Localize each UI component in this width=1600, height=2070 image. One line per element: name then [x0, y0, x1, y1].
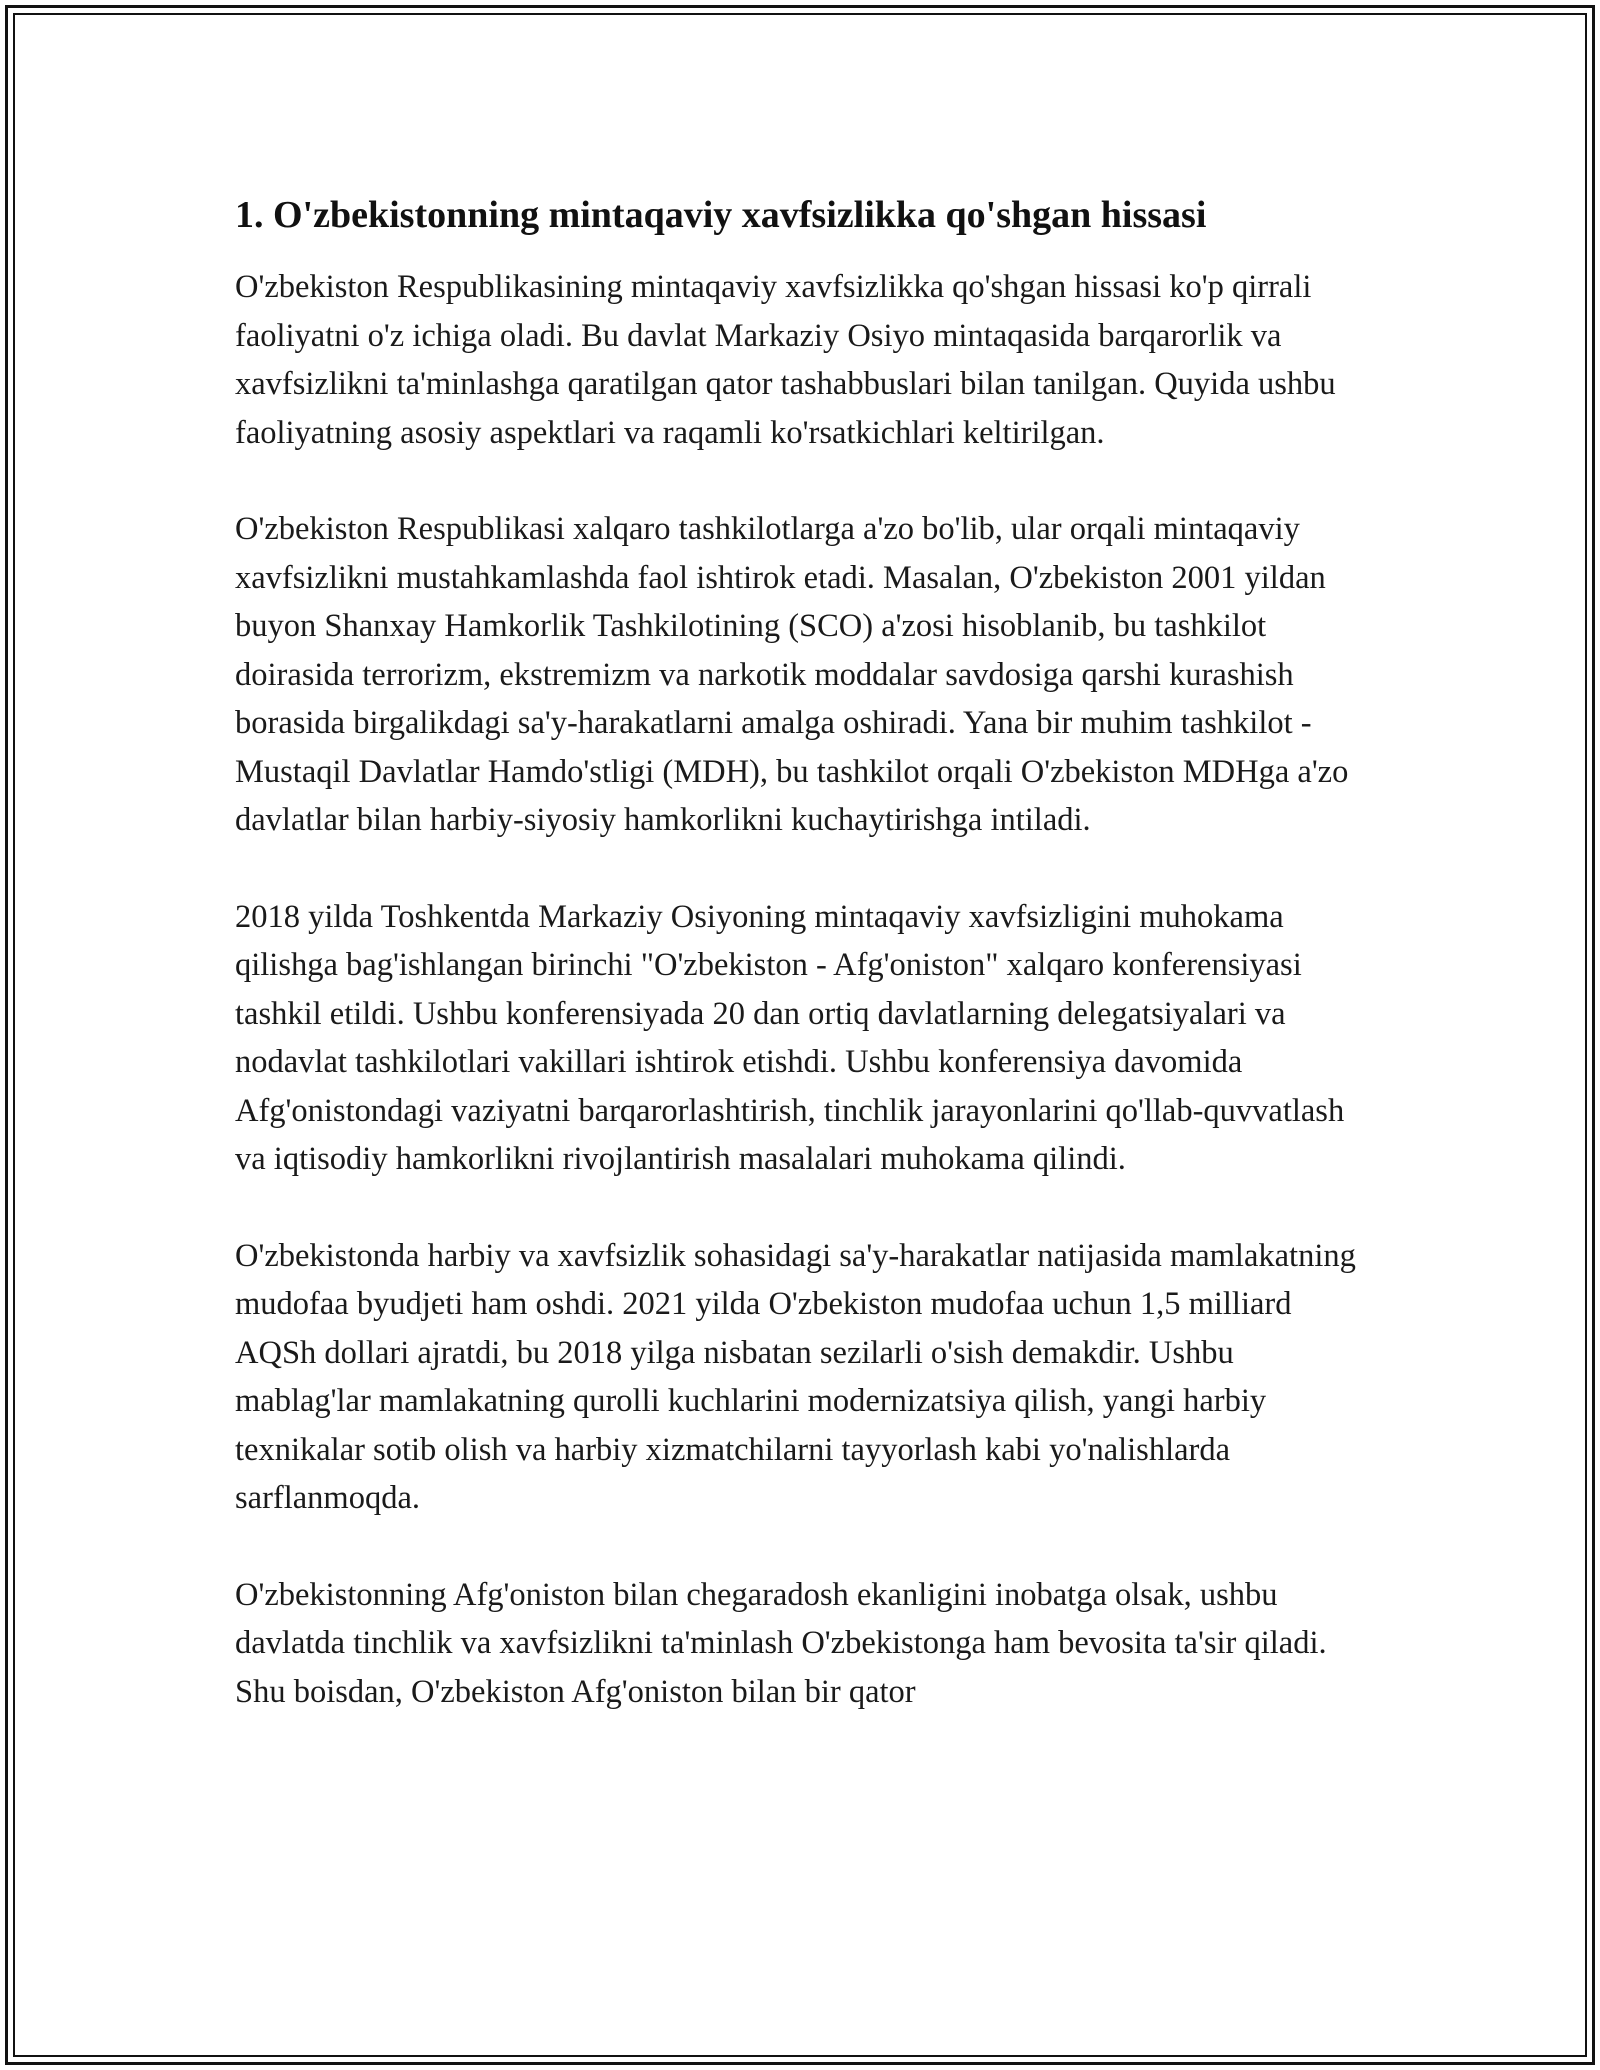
paragraph-tashkent-conference: 2018 yilda Toshkentda Markaziy Osiyoning mintaqaviy xavfsizligini muhokama qilishga bag'ishlangan birinchi "O'zbekiston - Afg'oniston" xalqaro konferensiyasi tashkil etildi. Ushbu konferensiyada 20 dan ortiq davlatlarning delegatsiyalari va nodavlat tashkilotlari vakillari ishtirok etishdi. Ushbu konferensiya davomida Afg'onistondagi vaziyatni barqarorlashtirish, tinchlik jarayonlarini qo'llab-quvvatlash va iqtisodiy hamkorlikni rivojlantirish masalalari muhokama qilindi.	[235, 898, 1345, 1177]
document-body	[235, 187, 1375, 1764]
paragraph-international-organizations: O'zbekiston Respublikasi xalqaro tashkilotlarga a'zo bo'lib, ular orqali mintaqaviy xavfsizlikni mustahkamlashda faol ishtirok etadi. Masalan, O'zbekiston 2001 yildan buyon Shanxay Hamkorlik Tashkilotining (SCO) a'zosi hisoblanib, bu tashkilot doirasida terrorizm, ekstremizm va narkotik moddalar savdosiga qarshi kurashish borasida birgalikdagi sa'y-harakatlarni amalga oshiradi. Yana bir muhim tashkilot - Mustaqil Davlatlar Hamdo'stligi (MDH), bu tashkilot orqali O'zbekiston MDHga a'zo davlatlar bilan harbiy-siyosiy hamkorlikni kuchaytirishga intiladi.	[235, 511, 1349, 838]
paragraph-defense-budget: O'zbekistonda harbiy va xavfsizlik sohasidagi sa'y-harakatlar natijasida mamlakatning mudofaa byudjeti ham oshdi. 2021 yilda O'zbekiston mudofaa uchun 1,5 milliard AQSh dollari ajratdi, bu 2018 yilga nisbatan sezilarli o'sish demakdir. Ushbu mablag'lar mamlakatning qurolli kuchlarini modernizatsiya qilish, yangi harbiy texnikalar sotib olish va harbiy xizmatchilarni tayyorlash kabi yo'nalishlarda sarflanmoqda.	[235, 1237, 1356, 1516]
paragraph-intro: O'zbekiston Respublikasining mintaqaviy xavfsizlikka qo'shgan hissasi ko'p qirrali faoliyatni o'z ichiga oladi. Bu davlat Markaziy Osiyo mintaqasida barqarorlik va xavfsizlikni ta'minlashga qaratilgan qator tashabbuslari bilan tanilgan. Quyida ushbu faoliyatning asosiy aspektlari va raqamli ko'rsatkichlari keltirilgan.	[235, 269, 1336, 451]
section-heading: 1. O'zbekistonning mintaqaviy xavfsizlikka qo'shgan hissasi	[235, 194, 1207, 236]
paragraph-afghanistan-border: O'zbekistonning Afg'oniston bilan chegaradosh ekanligini inobatga olsak, ushbu davlatda tinchlik va xavfsizlikni ta'minlash O'zbekistonga ham bevosita ta'sir qiladi. Shu boisdan, O'zbekiston Afg'oniston bilan bir qator	[235, 1576, 1327, 1710]
